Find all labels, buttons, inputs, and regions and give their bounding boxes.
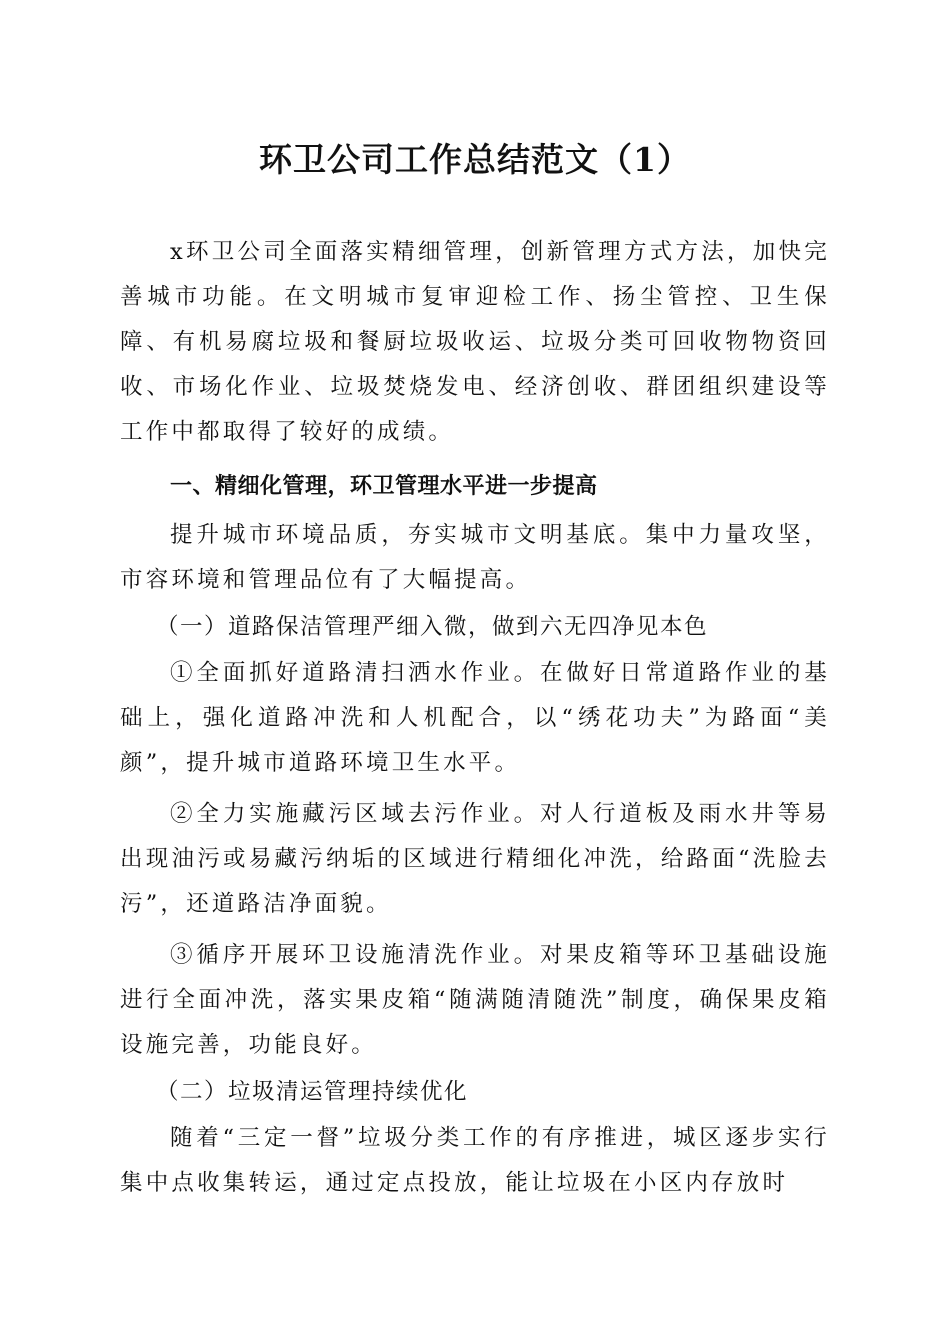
list-item-1-paragraph: ①全面抓好道路清扫洒水作业。在做好日常道路作业的基础上，强化道路冲洗和人机配合，以“绣花功夫”为路面“美颜”，提升城市道路环境卫生水平。	[120, 660, 830, 776]
document-body	[120, 230, 830, 1206]
subsection-heading-1: （一）道路保洁管理严细入微，做到六无四净见本色	[156, 614, 709, 640]
section-1-lead-paragraph: 提升城市环境品质，夯实城市文明基底。集中力量攻坚，市容环境和管理品位有了大幅提高。	[120, 522, 830, 593]
section-heading-1: 一、精细化管理，环卫管理水平进一步提高	[170, 474, 598, 499]
intro-paragraph: x环卫公司全面落实精细管理，创新管理方式方法，加快完善城市功能。在文明城市复审迎检工作、扬尘管控、卫生保障、有机易腐垃圾和餐厨垃圾收运、垃圾分类可回收物物资回收、市场化作业、垃圾焚烧发电、经济创收、群团组织建设等工作中都取得了较好的成绩。	[120, 239, 830, 445]
subsection-2-paragraph: 随着“三定一督”垃圾分类工作的有序推进，城区逐步实行集中点收集转运，通过定点投放，能让垃圾在小区内存放时	[120, 1125, 830, 1196]
list-item-2-paragraph: ②全力实施藏污区域去污作业。对人行道板及雨水井等易出现油污或易藏污纳垢的区域进行精细化冲洗，给路面“洗脸去污”，还道路洁净面貌。	[120, 801, 830, 917]
list-item-3-paragraph: ③循序开展环卫设施清洗作业。对果皮箱等环卫基础设施进行全面冲洗，落实果皮箱“随满随清随洗”制度，确保果皮箱设施完善，功能良好。	[120, 942, 830, 1058]
subsection-heading-2: （二）垃圾清运管理持续优化	[156, 1079, 469, 1105]
document-title: 环卫公司工作总结范文（1）	[259, 140, 691, 179]
